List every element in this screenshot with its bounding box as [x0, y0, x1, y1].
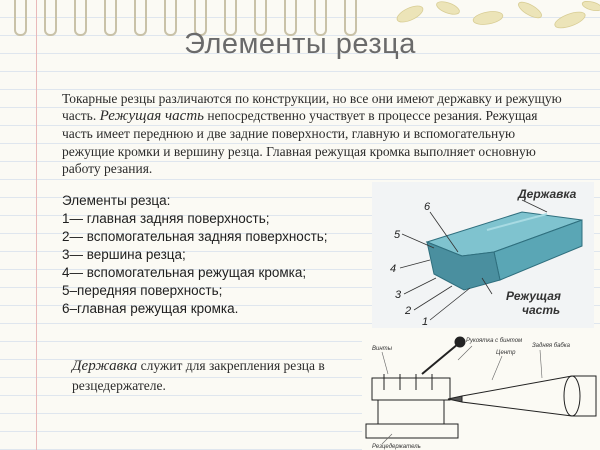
- diagram-number-3: 3: [395, 289, 402, 301]
- list-item: 6–главная режущая кромка.: [62, 301, 239, 316]
- cutting-part-label-2: часть: [522, 303, 561, 317]
- cutting-tool-diagram: [372, 182, 594, 328]
- elements-list-title: Элементы резца:: [62, 193, 171, 208]
- page-title: Элементы резца: [184, 28, 416, 60]
- sketch-label-tailstock: Задняя бабка: [532, 343, 570, 349]
- diagram-number-4: 4: [390, 263, 397, 275]
- list-item: 2— вспомогательная задняя поверхность;: [62, 229, 328, 244]
- sketch-label-screws: Винты: [372, 346, 393, 352]
- sketch-label-center: Центр: [496, 350, 516, 356]
- diagram-number-1: 1: [422, 316, 429, 328]
- list-item: 1— главная задняя поверхность;: [62, 211, 270, 226]
- diagram-number-6: 6: [424, 201, 431, 213]
- intro-text-part2: непосредственно участвует в процессе резания. Режущая часть имеет переднюю и две задние поверхности, главную и вспомогательную режущие кромки и вершину резца. Главная режущая кромка выполняет основную работу резания.: [62, 108, 538, 176]
- sketch-label-toolpost: Резцедержатель: [372, 444, 421, 450]
- intro-emphasis: Режущая часть: [99, 108, 205, 125]
- diagram-number-2: 2: [405, 305, 412, 317]
- holder-label: Державка: [518, 187, 577, 201]
- diagram-number-5: 5: [394, 229, 401, 241]
- holder-note: [72, 356, 372, 395]
- cutting-part-label-1: Режущая: [506, 289, 561, 303]
- tool-post-sketch: [362, 330, 600, 450]
- intro-paragraph: [62, 90, 567, 177]
- intro-text-part1: Токарные резцы различаются по конструкции, но все они имеют державку и режущую часть.: [62, 91, 562, 124]
- notebook-margin-line: [36, 0, 37, 450]
- holder-note-text: служит для закрепления резца в резцедержателе.: [72, 358, 325, 393]
- list-item: 4— вспомогательная режущая кромка;: [62, 265, 307, 280]
- list-item: 3— вершина резца;: [62, 247, 186, 262]
- list-item: 5–передняя поверхность;: [62, 283, 223, 298]
- holder-note-emphasis: Державка: [72, 358, 138, 374]
- sketch-label-handle: Рукоятка с бинтом: [466, 338, 523, 344]
